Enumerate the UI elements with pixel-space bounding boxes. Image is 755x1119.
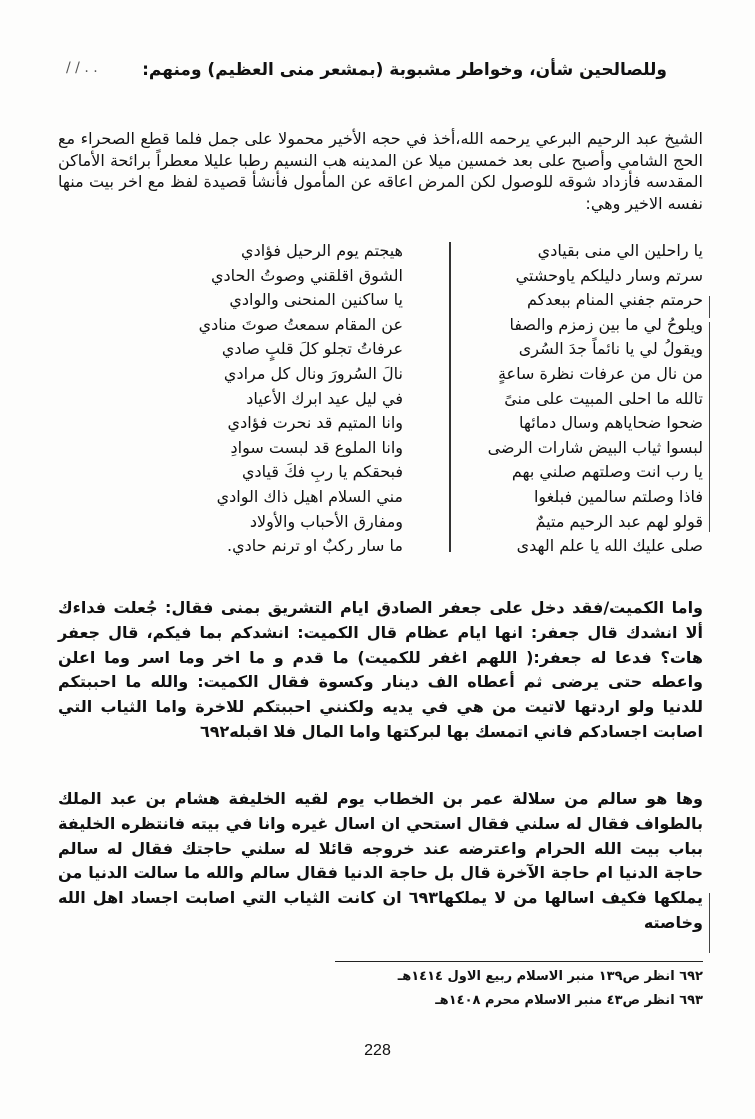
poem-verse: [58, 536, 703, 561]
footnote-rule: [335, 961, 703, 962]
verse-first-hemistich: ويلوحُ لي ما بين زمزم والصفا: [509, 314, 703, 334]
footnotes: [253, 965, 703, 1013]
poem-verse: [58, 364, 703, 389]
verse-first-hemistich: تالله ما احلى المبيت على منىً: [504, 388, 703, 408]
verse-first-hemistich: من نال من عرفات نظرة ساعةٍ: [497, 363, 703, 383]
footnote-692: ٦٩٢ انظر ص١٣٩ منبر الاسلام ربيع الاول ١٤١٤هـ: [397, 969, 703, 984]
page-number: [0, 1040, 755, 1060]
poem-verse: [58, 266, 703, 291]
verse-first-hemistich: سرتم وسار دليلكم ياوحشتي: [515, 265, 703, 285]
poem: [58, 241, 703, 561]
verse-second-hemistich: ما سار ركبٌ او ترنم حادي.: [227, 536, 403, 556]
page-number-text: 228: [364, 1042, 391, 1059]
section-heading: وللصالحين شأن، وخواطر مشبوبة (بمشعر منى العظيم) ومنهم:: [142, 60, 667, 80]
poem-verse: [58, 462, 703, 487]
margin-mark: [709, 322, 710, 532]
verse-first-hemistich: صلى عليك الله يا علم الهدى: [516, 536, 703, 556]
verse-second-hemistich: عن المقام سمعتُ صوتَ منادي: [198, 314, 403, 334]
verse-first-hemistich: قولو لهم عبد الرحيم متيمٌ: [535, 511, 703, 531]
verse-second-hemistich: في ليل عيد ابرك الأعياد: [246, 388, 403, 408]
poem-verse: [58, 438, 703, 463]
poem-verse: [58, 241, 703, 266]
verse-second-hemistich: وانا المتيم قد نحرت فؤادي: [227, 413, 403, 433]
paragraph-salim: وها هو سالم من سلالة عمر بن الخطاب يوم لقيه الخليفة هشام بن عبد الملك بالطواف فقال له سلني فقال استحي ان اسال غيره وانا في بيته فانتظره الخليفة بباب بيت الله الحرام واعترضه عند خروجه قائلا له سلني حاجتك فقال له سالم حاجة الدنيا ام حاجة الآخرة قال بل حاجة الدنيا فقال سالم والله ما سالت الدنيا من يملكها فكيف اسالها من لا يملكها٦٩٣ ان كانت الثياب التي اصابت اجساد اهل الله وخاصته: [58, 789, 704, 932]
verse-second-hemistich: عرفاتُ تجلو كلَ قلبٍ صادي: [221, 339, 403, 359]
verse-second-hemistich: يا ساكنين المنحنى والوادي: [229, 290, 403, 310]
verse-first-hemistich: يا راحلين الي منى بقيادي: [537, 241, 703, 260]
poem-verse: [58, 389, 703, 414]
verse-first-hemistich: حرمتم جفني المنام ببعدكم: [526, 290, 703, 310]
margin-mark: [709, 296, 710, 318]
poem-verse: [58, 487, 703, 512]
verse-first-hemistich: فاذا وصلتم سالمين فبلغوا: [533, 486, 703, 506]
poem-verse: [58, 315, 703, 340]
verse-first-hemistich: ضحوا ضحاياهم وسال دمائها: [519, 413, 703, 433]
paragraph-intro: الشيخ عبد الرحيم البرعي يرحمه الله،أخذ في حجه الأخير محمولا على جمل فلما قطع الصحراء مع الحج الشامي وأصبح على بعد خمسين ميلا عن المدينه هب النسيم رطبا عليلا معطراً برائحة الأماكن المقدسه فأزداد شوقه للوصول لكن المرض اعاقه عن المأمول فأنشأ قصيدة لفظ مع اخر بيت منها نفسه الاخير وهي:: [58, 129, 703, 213]
paragraph-kumait: واما الكميت/فقد دخل على جعفر الصادق ايام التشريق بمنى فقال: جُعلت فداءك ألا انشدك قال جعفر: انها ايام عظام قال الكميت: انشدكم بما فيكم، قال جعفر هات؟ فدعا له جعفر:( اللهم اغفر للكميت) ما قدم و ما اخر وما اسر وما اعلن واعطه حتى يرضى ثم أعطاه الف دينار وكسوة فقال الكميت: والله ما احببتكم للدنيا ولو اردتها لاتيت من هي في يديه ولكنني احببتكم للاخرة واما الثياب التي اصابت اجسادكم فاني اتمسك بها لبركتها واما المال فلا اقبله٦٩٢: [58, 598, 703, 741]
heading-marks: / / . .: [66, 60, 98, 76]
poem-verse: [58, 339, 703, 364]
verse-first-hemistich: ويقولُ لي يا نائماً جدَ السُرى: [518, 339, 703, 359]
verse-second-hemistich: الشوق اقلقني وصوتُ الحادي: [211, 265, 403, 285]
poem-verse: [58, 413, 703, 438]
footnote-693: ٦٩٣ انظر ص٤٣ منبر الاسلام محرم ١٤٠٨هـ: [435, 993, 703, 1008]
poem-verse: [58, 512, 703, 537]
verse-second-hemistich: وانا الملوع قد لبست سوادِ: [230, 437, 403, 457]
poem-verse: [58, 290, 703, 315]
verse-first-hemistich: يا رب انت وصلتهم صلني بهم: [511, 462, 703, 482]
verse-second-hemistich: ومفارق الأحباب والأولاد: [249, 511, 403, 531]
verse-second-hemistich: فبحقكم يا ربِ فكَ قيادي: [242, 462, 403, 482]
margin-mark: [709, 893, 710, 953]
verse-second-hemistich: نالَ السُرورَ ونال كل مرادي: [223, 363, 403, 383]
verse-second-hemistich: هيجتم يوم الرحيل فؤادي: [241, 241, 403, 260]
verse-first-hemistich: لبسوا ثياب البيض شارات الرضى: [487, 437, 703, 457]
verse-second-hemistich: مني السلام اهيل ذاك الوادي: [216, 486, 403, 506]
